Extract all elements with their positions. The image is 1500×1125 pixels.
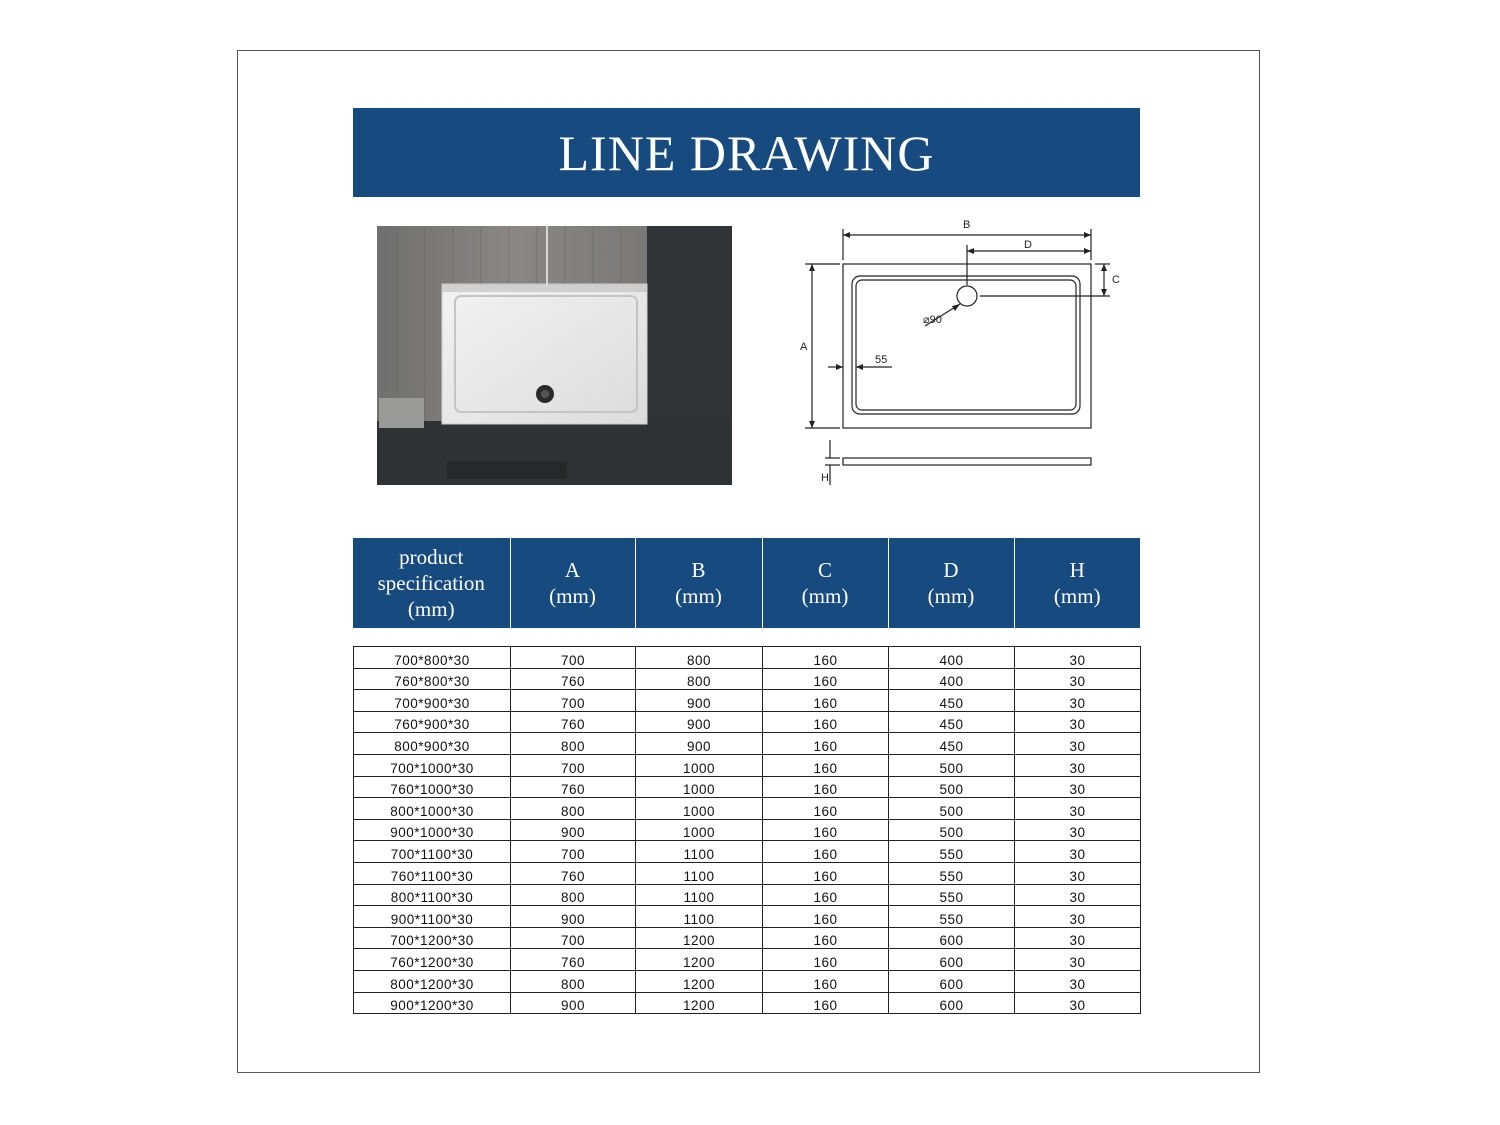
cell-h: 30 [1015,798,1141,820]
cell-h: 30 [1015,776,1141,798]
cell-c: 160 [763,647,889,669]
cell-spec: 700*800*30 [354,647,511,669]
cell-d: 550 [889,906,1015,928]
header-d: D (mm) [888,538,1014,628]
cell-b: 1100 [636,884,763,906]
cell-h: 30 [1015,862,1141,884]
cell-b: 1100 [636,906,763,928]
cell-d: 450 [889,711,1015,733]
header-a: A (mm) [510,538,635,628]
table-row [354,668,1141,690]
cell-d: 550 [889,841,1015,863]
cell-spec: 700*1000*30 [354,754,511,776]
dim-label-drain: ⌀90 [923,314,942,326]
cell-h: 30 [1015,927,1141,949]
cell-spec: 800*900*30 [354,733,511,755]
tray-inner-outline [852,276,1080,414]
cell-b: 1000 [636,798,763,820]
cell-h: 30 [1015,949,1141,971]
cell-c: 160 [763,690,889,712]
table-row [354,819,1141,841]
cell-a: 760 [511,711,636,733]
cell-b: 900 [636,690,763,712]
cell-c: 160 [763,798,889,820]
technical-drawing [790,215,1135,490]
cell-b: 900 [636,711,763,733]
cell-c: 160 [763,949,889,971]
cell-a: 700 [511,754,636,776]
cell-spec: 900*1100*30 [354,906,511,928]
table-row [354,754,1141,776]
cell-h: 30 [1015,819,1141,841]
product-photo [377,226,732,485]
cell-d: 500 [889,798,1015,820]
table-row [354,776,1141,798]
cell-c: 160 [763,884,889,906]
header-product-spec: product specification (mm) [353,538,510,628]
cell-b: 1200 [636,927,763,949]
cell-spec: 800*1200*30 [354,970,511,992]
table-row [354,949,1141,971]
cell-d: 600 [889,992,1015,1014]
cell-b: 1000 [636,754,763,776]
cell-d: 450 [889,690,1015,712]
table-row [354,711,1141,733]
dim-label-c: C [1112,274,1120,286]
cell-a: 760 [511,668,636,690]
title-banner [353,108,1140,197]
cell-d: 500 [889,754,1015,776]
table-row [354,862,1141,884]
table-row [354,906,1141,928]
table-row [354,884,1141,906]
cell-c: 160 [763,754,889,776]
cell-h: 30 [1015,733,1141,755]
cell-a: 760 [511,776,636,798]
cell-a: 900 [511,992,636,1014]
cell-d: 500 [889,819,1015,841]
cell-a: 800 [511,798,636,820]
cell-b: 1200 [636,949,763,971]
cell-c: 160 [763,711,889,733]
table-row [354,992,1141,1014]
cell-b: 1000 [636,776,763,798]
cell-d: 400 [889,668,1015,690]
cell-h: 30 [1015,647,1141,669]
cell-spec: 700*900*30 [354,690,511,712]
cell-h: 30 [1015,711,1141,733]
cell-b: 1200 [636,992,763,1014]
table-row [354,690,1141,712]
drain-circle [957,286,977,306]
cell-d: 600 [889,949,1015,971]
cell-b: 1100 [636,841,763,863]
cell-b: 1100 [636,862,763,884]
cell-b: 800 [636,647,763,669]
table-row [354,927,1141,949]
cell-d: 600 [889,927,1015,949]
cell-a: 800 [511,970,636,992]
cell-a: 800 [511,733,636,755]
cell-spec: 760*1000*30 [354,776,511,798]
header-b: B (mm) [635,538,762,628]
cell-spec: 760*1200*30 [354,949,511,971]
dim-label-h: H [821,472,829,484]
dim-label-edge: 55 [875,354,888,366]
cell-d: 550 [889,884,1015,906]
table-row [354,841,1141,863]
cell-c: 160 [763,841,889,863]
cell-d: 400 [889,647,1015,669]
cell-spec: 800*1100*30 [354,884,511,906]
cell-spec: 760*800*30 [354,668,511,690]
cell-c: 160 [763,862,889,884]
cell-a: 700 [511,927,636,949]
cell-d: 600 [889,970,1015,992]
header-h: H (mm) [1014,538,1140,628]
cell-spec: 900*1200*30 [354,992,511,1014]
cell-b: 900 [636,733,763,755]
cell-a: 760 [511,862,636,884]
cell-c: 160 [763,819,889,841]
dim-label-b: B [963,219,971,231]
cell-h: 30 [1015,754,1141,776]
cell-a: 900 [511,906,636,928]
table-row [354,647,1141,669]
cell-h: 30 [1015,884,1141,906]
cell-spec: 700*1200*30 [354,927,511,949]
cell-b: 800 [636,668,763,690]
cell-spec: 800*1000*30 [354,798,511,820]
cell-c: 160 [763,970,889,992]
cell-spec: 900*1000*30 [354,819,511,841]
spec-table-header [353,538,1140,628]
header-c: C (mm) [762,538,888,628]
cell-b: 1200 [636,970,763,992]
dim-label-a: A [800,341,808,353]
cell-a: 900 [511,819,636,841]
cell-c: 160 [763,906,889,928]
cell-h: 30 [1015,970,1141,992]
table-row [354,970,1141,992]
cell-h: 30 [1015,690,1141,712]
cell-c: 160 [763,733,889,755]
cell-d: 550 [889,862,1015,884]
cell-b: 1000 [636,819,763,841]
cell-spec: 760*1100*30 [354,862,511,884]
cell-c: 160 [763,992,889,1014]
cell-a: 700 [511,841,636,863]
tray-outline [843,264,1091,428]
page-title: LINE DRAWING [558,124,935,181]
cell-h: 30 [1015,906,1141,928]
cell-spec: 760*900*30 [354,711,511,733]
cell-a: 700 [511,690,636,712]
table-row [354,733,1141,755]
cell-d: 450 [889,733,1015,755]
cell-h: 30 [1015,668,1141,690]
table-row [354,798,1141,820]
spec-table [353,646,1141,1014]
cell-a: 760 [511,949,636,971]
cell-c: 160 [763,668,889,690]
cell-c: 160 [763,927,889,949]
cell-spec: 700*1100*30 [354,841,511,863]
cell-h: 30 [1015,992,1141,1014]
cell-a: 700 [511,647,636,669]
dim-label-d: D [1024,239,1032,251]
cell-a: 800 [511,884,636,906]
cell-c: 160 [763,776,889,798]
cell-h: 30 [1015,841,1141,863]
cell-d: 500 [889,776,1015,798]
